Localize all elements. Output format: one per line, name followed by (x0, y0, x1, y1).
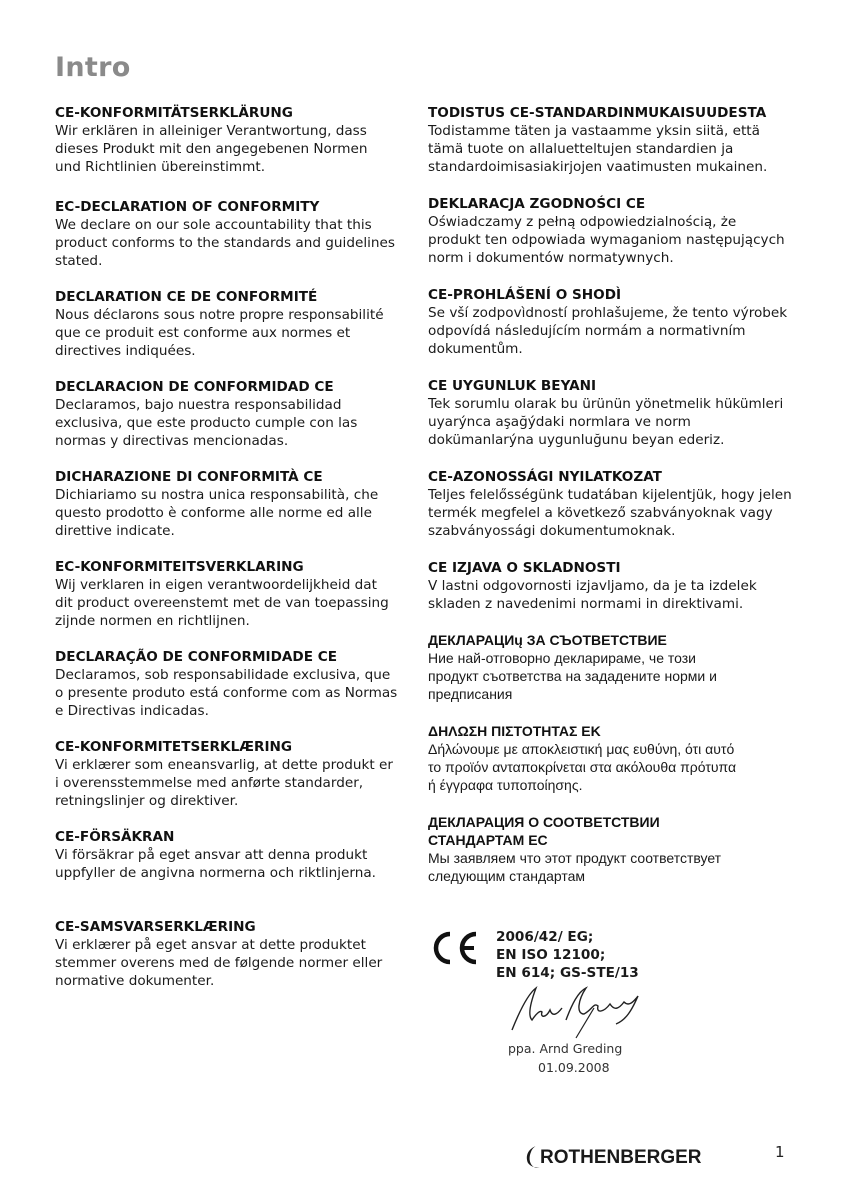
declaration-text: We declare on our sole accountability that this product conforms to the standards and guidelines stated. (55, 217, 395, 269)
declaration-heading: DICHARAZIONE DI CONFORMITÀ CE (55, 469, 323, 485)
declaration-pl (428, 195, 803, 286)
declaration-text: V lastni odgovornosti izjavljamo, da je ta izdelek skladen z navedenimi normami in direktivami. (428, 578, 757, 612)
svg-text:ROTHENBERGER: ROTHENBERGER (540, 1147, 702, 1168)
declaration-sv (55, 828, 410, 918)
declaration-text: Dichiariamo su nostra unica responsabilità, che questo prodotto è conforme alle norme ed alle direttive indicate. (55, 487, 379, 539)
declaration-heading: ДЕКЛАРАЦИų ЗА СЪОТВЕТСТВИЕ (428, 632, 667, 648)
declaration-text: Declaramos, sob responsabilidade exclusiva, que o presente produto está conforme com as Normas e Directivas indicadas. (55, 667, 398, 719)
declaration-ru (428, 813, 803, 885)
standard-item: 2006/42/ EG; (496, 929, 594, 945)
declaration-sl (428, 559, 803, 631)
declaration-en (55, 198, 410, 288)
declaration-hu (428, 468, 803, 559)
declaration-heading: TODISTUS CE-STANDARDINMUKAISUUDESTA (428, 105, 767, 121)
declaration-tr (428, 377, 803, 468)
declaration-heading: CE-FÖRSÄKRAN (55, 829, 175, 845)
declaration-no (55, 918, 410, 1008)
standards-list (496, 928, 639, 982)
declaration-heading: CE-AZONOSSÁGI NYILATKOZAT (428, 469, 662, 485)
declaration-heading: CE-KONFORMITETSERKLÆRING (55, 739, 293, 755)
declaration-text: Todistamme täten ja vastaamme yksin siitä, että tämä tuote on allaluetteltujen standardien ja standardoimisasiakirjojen vaatimusten mukainen. (428, 123, 768, 175)
declaration-text: Se vší zodpovìdností prohlašujeme, že tento výrobek odpovídá následujícím normám a normativním dokumentům. (428, 305, 788, 357)
declaration-es (55, 378, 410, 468)
declaration-cs (428, 286, 803, 377)
declaration-text: Vi erklærer på eget ansvar at dette produktet stemmer overens med de følgende normer eller normative dokumenter. (55, 937, 383, 989)
declaration-nl (55, 558, 410, 648)
declaration-heading: CE IZJAVA O SKLADNOSTI (428, 560, 621, 576)
declaration-bg (428, 631, 803, 722)
signature-image (506, 980, 646, 1040)
declarations-right-column (428, 104, 803, 885)
declaration-heading: CE-PROHLÁŠENÍ O SHODÌ (428, 287, 622, 303)
conformity-block (430, 928, 730, 1078)
declaration-text: Tek sorumlu olarak bu ürünün yönetmelik hükümleri uyarýnca aşağýdaki normlara ve norm dokümanlarýna uygunluğunu beyan ederiz. (428, 396, 784, 448)
declaration-heading: ΔΗΛΩΣΗ ΠΙΣΤΟΤΗΤΑΣ ΕΚ (428, 723, 601, 739)
signatory-name: ppa. Arnd Greding (508, 1041, 623, 1056)
declaration-el (428, 722, 803, 813)
declaration-text: Nous déclarons sous notre propre responsabilité que ce produit est conforme aux normes et directives indiquées. (55, 307, 384, 359)
declaration-text: Vi försäkrar på eget ansvar att denna produkt uppfyller de angivna normerna och riktlinjerna. (55, 847, 376, 881)
standard-item: EN 614; GS-STE/13 (496, 965, 639, 981)
declaration-heading: ДЕКЛАРАЦИЯ О СООТВЕТСТВИИ СТАНДАРТАМ ЕС (428, 814, 660, 848)
standard-item: EN ISO 12100; (496, 947, 606, 963)
signature-date: 01.09.2008 (538, 1060, 610, 1075)
declaration-heading: CE UYGUNLUK BEYANI (428, 378, 597, 394)
declaration-heading: DEKLARACJA ZGODNOŚCI CE (428, 196, 646, 212)
declaration-heading: DECLARACION DE CONFORMIDAD CE (55, 379, 334, 395)
declaration-text: Vi erklærer som eneansvarlig, at dette produkt er i overensstemmelse med anførte standarder, retningslinjer og direktiver. (55, 757, 394, 809)
page-title: Intro (55, 52, 131, 83)
declaration-it (55, 468, 410, 558)
declaration-heading: DECLARATION CE DE CONFORMITÉ (55, 289, 318, 305)
page-number: 1 (775, 1143, 785, 1161)
declaration-da (55, 738, 410, 828)
declaration-pt (55, 648, 410, 738)
declaration-de (55, 104, 410, 198)
ce-mark-icon (430, 930, 480, 966)
declaration-text: Oświadczamy z pełną odpowiedzialnością, że produkt ten odpowiada wymaganiom następujących norm i dokumentów normatywnych. (428, 214, 785, 266)
declarations-left-column (55, 104, 410, 1008)
declaration-heading: CE-KONFORMITÄTSERKLÄRUNG (55, 105, 293, 121)
declaration-fi (428, 104, 803, 195)
declaration-text: Мы заявляем что этот продукт соответствует следующим стандартам (428, 850, 722, 884)
rothenberger-logo (522, 1143, 737, 1169)
declaration-text: Declaramos, bajo nuestra responsabilidad exclusiva, que este producto cumple con las normas y directivas mencionadas. (55, 397, 358, 449)
declaration-heading: EC-DECLARATION OF CONFORMITY (55, 199, 320, 215)
declaration-text: Wij verklaren in eigen verantwoordelijkheid dat dit product overeenstemt met de van toepassing zijnde normen en richtlijnen. (55, 577, 389, 629)
declaration-text: Wir erklären in alleiniger Verantwortung, dass dieses Produkt mit den angegebenen Normen und Richtlinien übereinstimmt. (55, 123, 368, 175)
declaration-text: Δήλώνουμε με αποκλειστική μας ευθύνη, ότι αυτό το προϊόν ανταποκρίνεται στα ακόλουθα πρότυπα ή έγγραφα τυποποίησης. (428, 741, 737, 793)
declaration-heading: DECLARAÇÃO DE CONFORMIDADE CE (55, 649, 337, 665)
declaration-text: Teljes felelősségünk tudatában kijelentjük, hogy jelen termék megfelel a következő szabványoknak vagy szabványossági dokumentumoknak. (428, 487, 792, 539)
declaration-text: Ние най-отговорно декларираме, че този продукт съответства на зададените норми и предписания (428, 650, 717, 702)
declaration-fr (55, 288, 410, 378)
declaration-heading: EC-KONFORMITEITSVERKLARING (55, 559, 304, 575)
declaration-heading: CE-SAMSVARSERKLÆRING (55, 919, 256, 935)
